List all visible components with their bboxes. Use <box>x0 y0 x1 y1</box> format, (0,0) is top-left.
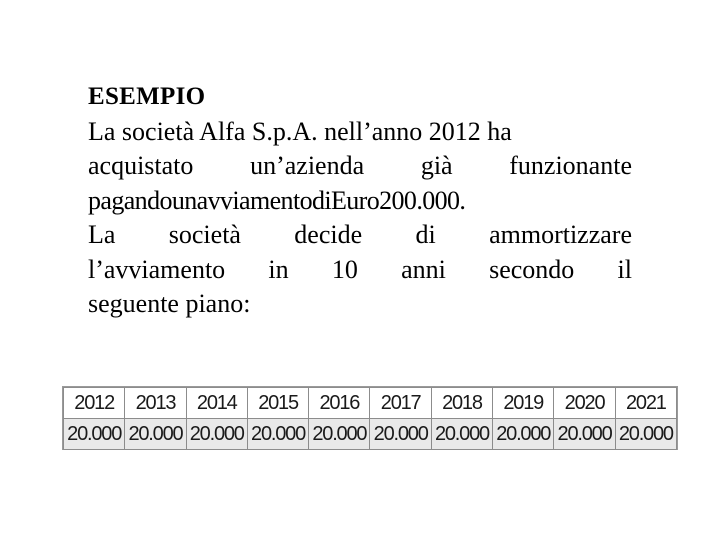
paragraph-line: pagandounavviamentodiEuro200.000. <box>88 185 466 215</box>
paragraph-line: La società decide di ammortizzare <box>88 220 632 249</box>
value-cell: 20.000 <box>309 419 370 450</box>
value-cell: 20.000 <box>615 419 676 450</box>
text-block <box>88 80 632 322</box>
year-cell: 2018 <box>431 388 492 419</box>
year-cell: 2014 <box>186 388 247 419</box>
value-cell: 20.000 <box>493 419 554 450</box>
paragraph-line: acquistato un’azienda già funzionante <box>88 151 632 180</box>
year-cell: 2016 <box>309 388 370 419</box>
value-cell: 20.000 <box>186 419 247 450</box>
year-cell: 2021 <box>615 388 676 419</box>
value-cell: 20.000 <box>431 419 492 450</box>
year-cell: 2017 <box>370 388 431 419</box>
year-cell: 2015 <box>247 388 308 419</box>
amortization-grid <box>63 387 677 450</box>
year-cell: 2019 <box>493 388 554 419</box>
paragraph-line: seguente piano: <box>88 289 251 318</box>
example-heading: ESEMPIO <box>88 83 206 110</box>
value-row <box>64 419 677 450</box>
value-cell: 20.000 <box>64 419 125 450</box>
value-cell: 20.000 <box>554 419 615 450</box>
paragraph-line: La società Alfa S.p.A. nell’anno 2012 ha <box>88 116 512 146</box>
amortization-table <box>62 386 678 450</box>
value-cell: 20.000 <box>370 419 431 450</box>
year-cell: 2012 <box>64 388 125 419</box>
year-cell: 2020 <box>554 388 615 419</box>
paragraph-line: l’avviamento in 10 anni secondo il <box>88 254 632 284</box>
value-cell: 20.000 <box>125 419 186 450</box>
value-cell: 20.000 <box>247 419 308 450</box>
year-row <box>64 388 677 419</box>
year-cell: 2013 <box>125 388 186 419</box>
